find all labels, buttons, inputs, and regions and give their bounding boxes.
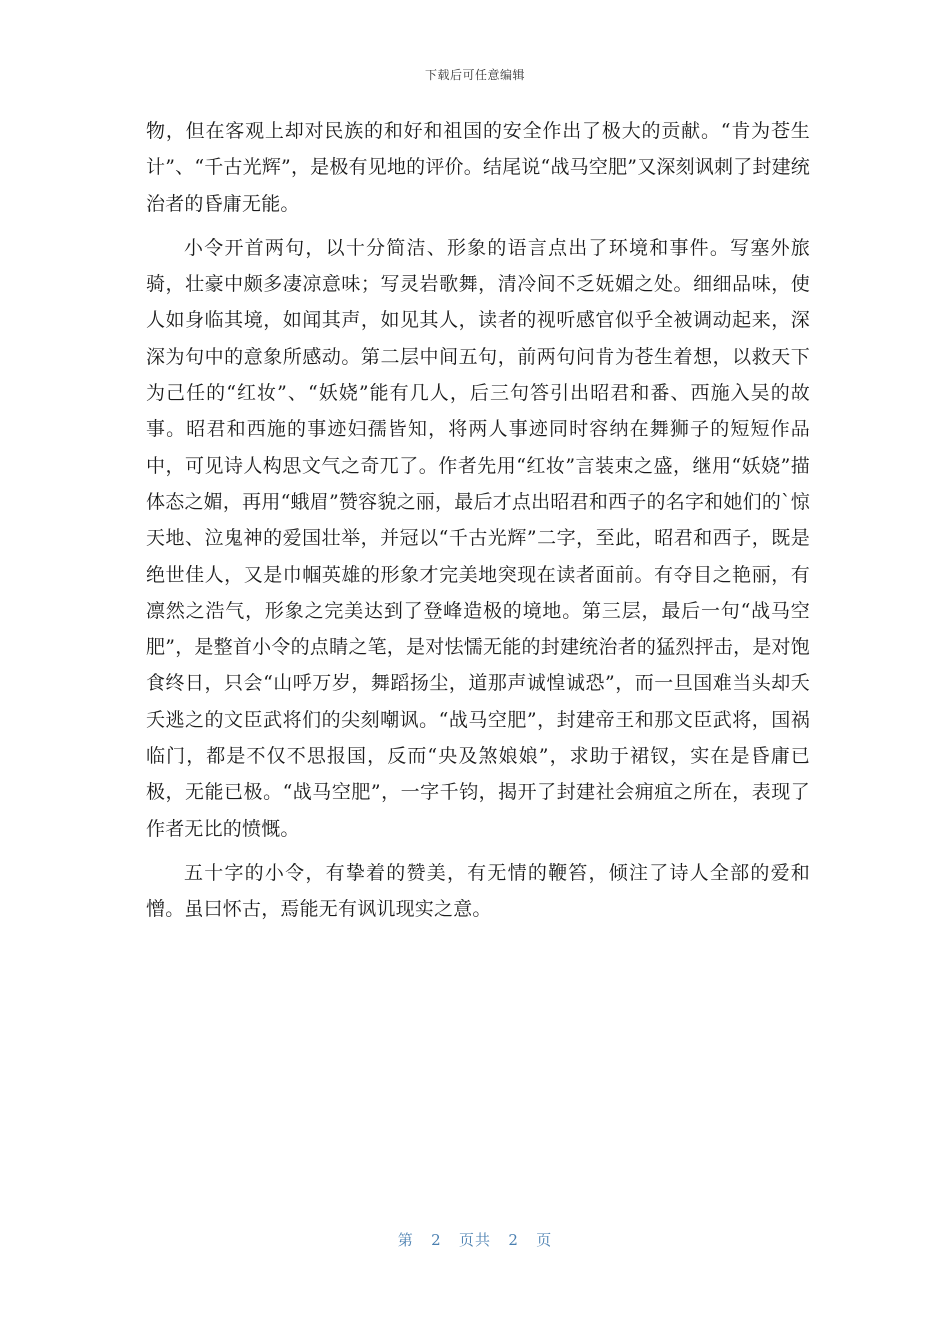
total-pages-number: 2 (508, 1231, 519, 1249)
paragraph-3: 五十字的小令，有挚着的赞美，有无情的鞭笞，倾注了诗人全部的爱和憎。虽曰怀古，焉能无有讽讥现实之意。 (146, 861, 810, 921)
page-label-mid: 页共 (458, 1231, 491, 1249)
paragraph-1: 物，但在客观上却对民族的和好和祖国的安全作出了极大的贡献。“肯为苍生计”、“千古光辉”，是极有见地的评价。结尾说“战马空肥”又深刻讽刺了封建统治者的昏庸无能。 (146, 120, 810, 215)
paragraph-2: 小令开首两句，以十分简洁、形象的语言点出了环境和事件。写塞外旅骑，壮豪中颇多凄凉意味；写灵岩歌舞，清冷间不乏妩媚之处。细细品味，使人如身临其境，如闻其声，如见其人，读者的视听感官似乎全被调动起来，深深为句中的意象所感动。第二层中间五句，前两句问肯为苍生着想，以救天下为己任的“红妆”、“妖娆”能有几人，后三句答引出昭君和番、西施入吴的故事。昭君和西施的事迹妇孺皆知，将两人事迹同时容纳在舞狮子的短短作品中，可见诗人构思文气之奇兀了。作者先用“红妆”言装束之盛，继用“妖娆”描体态之媚，再用“蛾眉”赞容貌之丽，最后才点出昭君和西子的名字和她们的`惊天地、泣鬼神的爱国壮举，并冠以“千古光辉”二字，至此，昭君和西子，既是绝世佳人，又是巾帼英雄的形象才完美地突现在读者面前。有夺目之艳丽，有凛然之浩气，形象之完美达到了登峰造极的境地。第三层，最后一句“战马空肥”，是整首小令的点睛之笔，是对怯懦无能的封建统治者的猛烈抨击，是对饱食终日，只会“山呼万岁，舞蹈扬尘，道那声诚惶诚恐”，而一旦国难当头却夭夭逃之的文臣武将们的尖刻嘲讽。“战马空肥”，封建帝王和那文臣武将，国祸临门，都是不仅不思报国，反而“央及煞娘娘”，求助于裙钗，实在是昏庸已极，无能已极。“战马空肥”，一字千钧，揭开了封建社会痈疽之所在，表现了作者无比的愤慨。 (146, 236, 810, 840)
page-header: 下载后可任意编辑 (424, 68, 525, 82)
page-footer (0, 1229, 950, 1250)
current-page-number: 2 (431, 1231, 442, 1249)
document-body (146, 113, 810, 936)
page-label-prefix: 第 (397, 1231, 414, 1249)
page-label-suffix: 页 (536, 1231, 553, 1249)
